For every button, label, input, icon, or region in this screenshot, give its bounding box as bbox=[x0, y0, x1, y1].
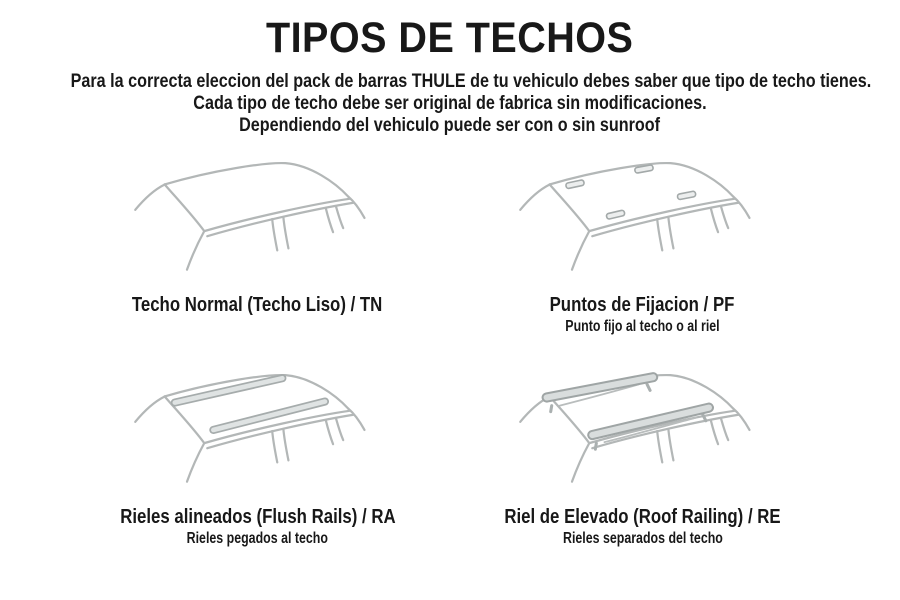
roof-normal-illustration bbox=[112, 151, 404, 293]
roof-fixpoint-illustration bbox=[497, 151, 789, 293]
roof-type-label: Riel de Elevado (Roof Railing) / RE bbox=[504, 506, 781, 528]
intro-paragraph bbox=[0, 71, 900, 137]
intro-line: Dependiendo del vehiculo puede ser con o sin sunroof bbox=[239, 115, 661, 136]
intro-line: Para la correcta eleccion del pack de barras THULE de tu vehiculo debes saber que tipo de techo tienes. bbox=[70, 71, 872, 92]
roof-type-cell-ra bbox=[65, 363, 450, 549]
flush-rails bbox=[174, 378, 324, 430]
roof-type-cell-tn bbox=[65, 151, 450, 337]
page-title-text: TIPOS DE TECHOS bbox=[266, 14, 634, 62]
roof-type-sublabel: Punto fijo al techo o al riel bbox=[565, 318, 720, 335]
roof-type-sublabel: Rieles separados del techo bbox=[562, 530, 723, 547]
fixation-pads bbox=[565, 165, 696, 220]
roof-type-label: Techo Normal (Techo Liso) / TN bbox=[132, 294, 383, 316]
roof-flush-rails-illustration bbox=[112, 363, 404, 505]
roof-raised-railing-illustration bbox=[497, 363, 789, 505]
roof-type-cell-pf bbox=[450, 151, 835, 337]
roof-type-cell-re bbox=[450, 363, 835, 549]
roof-types-grid bbox=[0, 151, 900, 549]
roof-type-label: Puntos de Fijacion / PF bbox=[550, 294, 735, 316]
intro-line: Cada tipo de techo debe ser original de fabrica sin modificaciones. bbox=[193, 93, 707, 114]
roof-type-label: Rieles alineados (Flush Rails) / RA bbox=[119, 506, 396, 528]
roof-type-sublabel: Rieles pegados al techo bbox=[186, 530, 329, 547]
page-title bbox=[0, 15, 900, 61]
